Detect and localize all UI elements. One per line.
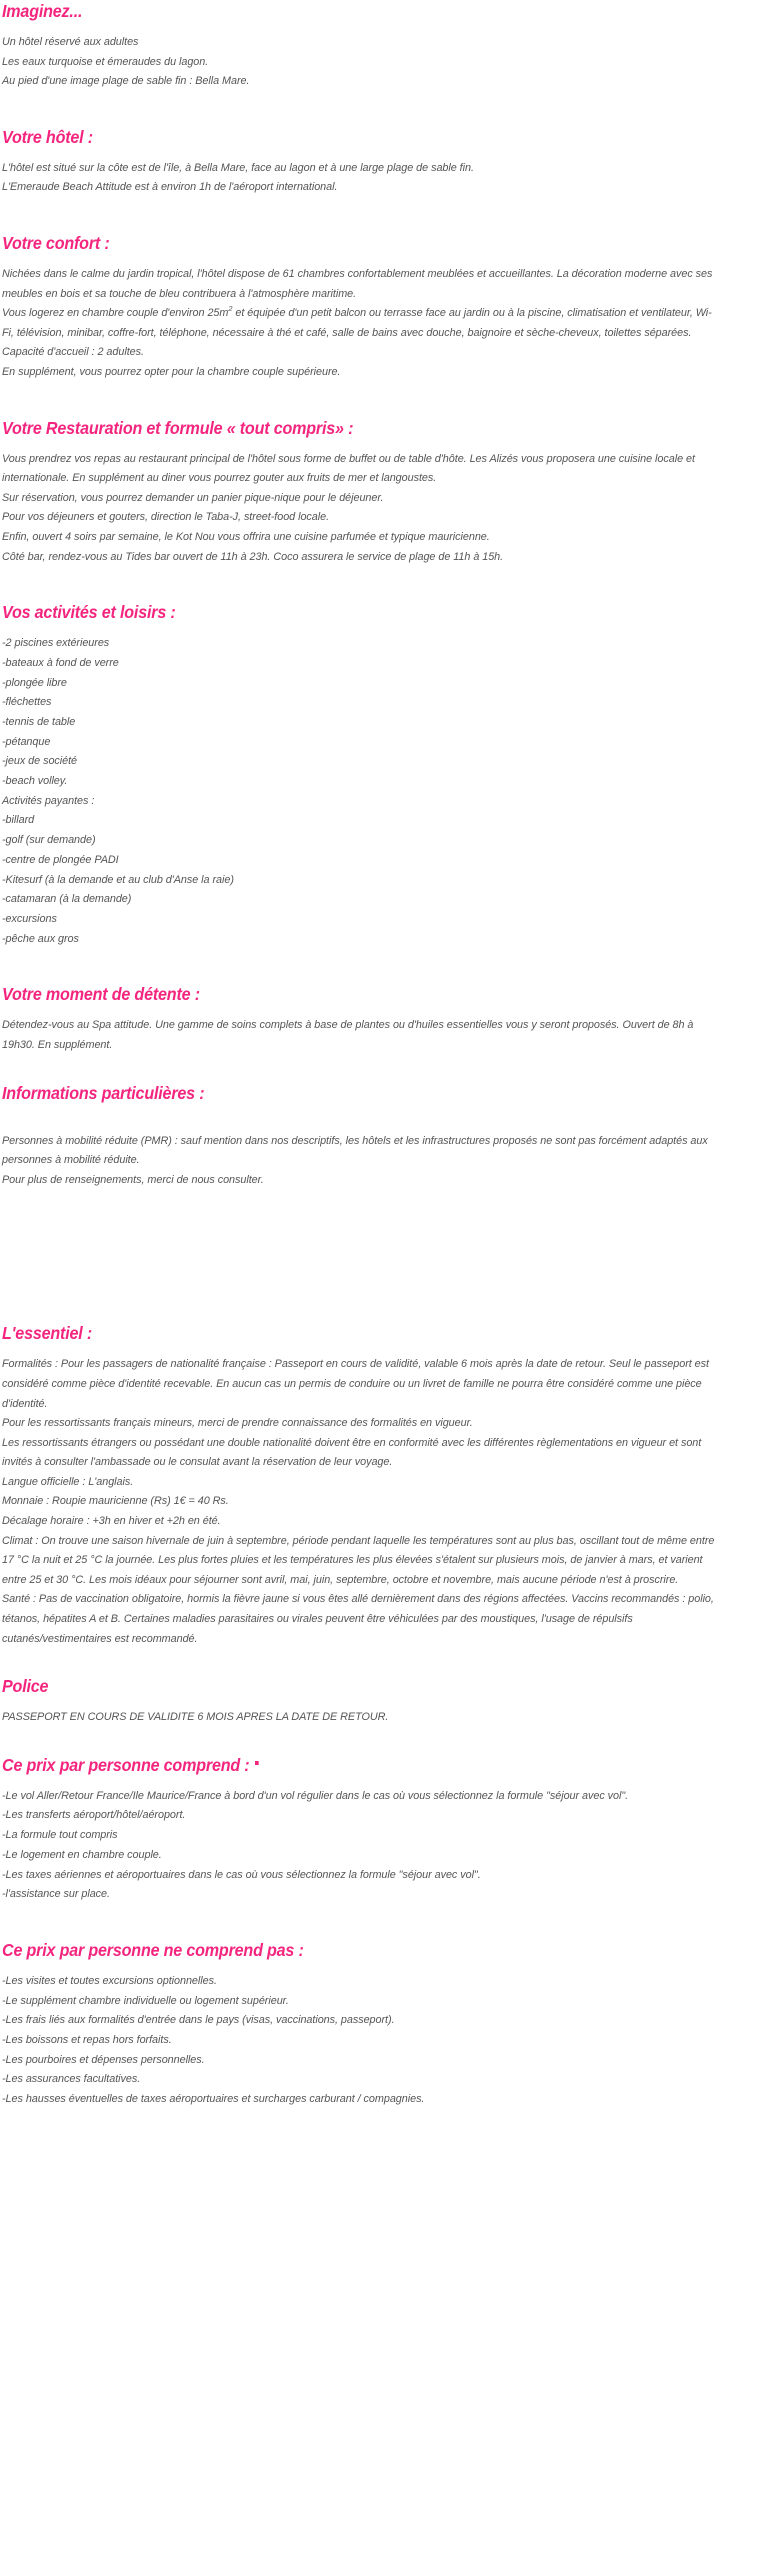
section-title-votre-confort: Votre confort : [2,232,110,253]
list-item: -golf (sur demande) [2,834,96,847]
spacer [2,198,754,232]
spacer [2,1056,754,1082]
activites-payantes-label: Activités payantes : [2,794,95,807]
votre-hotel-line-1: L'hôtel est situé sur la côte est de l'île, à Bella Mare, face au lagon et à une large plage de sable fin. [2,161,474,174]
restauration-para-5: Côté bar, rendez-vous au Tides bar ouvert de 11h à 23h. Coco assurera le service de plage de 11h à 15h. [2,550,504,563]
ne-comprend-item-5: -Les pourboires et dépenses personnelles. [2,2053,205,2066]
confort-para-4: En supplément, vous pourrez opter pour la chambre couple supérieure. [2,365,341,378]
imaginez-line-1: Un hôtel réservé aux adultes [2,36,139,48]
confort-para-3: Capacité d'accueil : 2 adultes. [2,346,144,359]
essentiel-para-2: Pour les ressortissants français mineurs, merci de prendre connaissance des formalités en vigueur. [2,1417,473,1430]
comprend-item-1: -Le vol Aller/Retour France/Ile Maurice/France à bord d'un vol régulier dans le cas où vous sélectionnez la formule "séjour avec vol". [2,1789,629,1802]
essentiel-climat: Climat : On trouve une saison hivernale de juin à septembre, période pendant laquelle les températures sont au plus bas, oscillant tout de même entre 17 °C la nuit et 25 °C la journée. Les plus fortes pluies et les températures les plus élevées s'étalent sur plusieurs mois, de janvier à mars, et varient entre 25 et 30 °C. Les mois idéaux pour séjourner sont avril, mai, juin, septembre, octobre et novembre, mais aucune période n'est à proscrire. [2,1534,715,1586]
imaginez-line-3: Au pied d'une image plage de sable fin : Bella Mare. [2,75,250,88]
section-title-lessentiel: L'essentiel : [2,1323,93,1344]
restauration-para-1: Vous prendrez vos repas au restaurant principal de l'hôtel sous forme de buffet ou de table d'hôte. Les Alizés vous proposera une cuisine locale et internationale. En supplément au diner vous pourrez gouter aux fruits de mer et langoustes. [2,452,695,485]
section-title-detente: Votre moment de détente : [2,984,200,1005]
restauration-para-2: Sur réservation, vous pourrez demander un panier pique-nique pour le déjeuner. [2,491,384,504]
section-title-prix-comprend [2,1754,694,1776]
infos-para-1: Personnes à mobilité réduite (PMR) : sauf mention dans nos descriptifs, les hôtels et les infrastructures proposés ne sont pas forcément adaptés aux personnes à mobilité réduite. [2,1134,708,1167]
section-title-prix-comprend-text: Ce prix par personne comprend : [2,1754,250,1775]
list-item: -Kitesurf (à la demande et au club d'Anse la raie) [2,873,234,886]
section-activites [2,601,754,949]
list-item: -2 piscines extérieures [2,637,110,650]
confort-para-2: Vous logerez en chambre couple d'environ $25m^2$ et équipée d'un petit balcon ou terrasse face au jardin ou à la piscine, climatisation et ventilateur, Wi-Fi, télévision, minibar, coffre-fort, téléphone, nécessaire à thé et café, salle de bains avec douche, baignoire et sèche-cheveux, toilettes séparées. [2,304,712,339]
list-item: -catamaran (à la demande) [2,893,132,906]
essentiel-langue: Langue officielle : L'anglais. [2,1475,134,1488]
section-restauration [2,417,754,568]
list-item: -tennis de table [2,715,76,728]
essentiel-sante: Santé : Pas de vaccination obligatoire, hormis la fièvre jaune si vous êtes allé dernièrement dans des régions affectées. Vaccins recommandés : polio, tétanos, hépatites A et B. Certaines maladies parasitaires ou virales peuvent être véhiculées par des moustiques, l'usage de répulsifs cutanés/vestimentaires est recommandé. [2,1593,714,1645]
list-item: -pêche aux gros [2,932,79,945]
section-police [2,1675,754,1728]
list-item: -billard [2,814,35,827]
spacer-large [2,1190,754,1322]
superscript-two: 2 [228,304,233,314]
comprend-item-5: -Les taxes aériennes et aéroportuaires dans le cas où vous sélectionnez la formule "séjour avec vol". [2,1868,481,1881]
essentiel-para-3: Les ressortissants étrangers ou possédant une double nationalité doivent être en conformité avec les différentes règlementations en vigueur et sont invités à consulter l'ambassade ou le consulat avant la réservation de leur voyage. [2,1436,702,1469]
essentiel-para-1: Formalités : Pour les passagers de nationalité française : Passeport en cours de validité, valable 6 mois après la date de retour. Seul le passeport est considéré comme pièce d'identité recevable. En aucun cas un permis de conduire ou un livret de famille ne pourra être considéré comme une pièce d'identité. [2,1358,709,1410]
comprend-item-4: -Le logement en chambre couple. [2,1848,162,1861]
ne-comprend-item-7: -Les hausses éventuelles de taxes aéroportuaires et surcharges carburant / compagnies. [2,2093,425,2106]
spacer [2,567,754,601]
list-item: -pétanque [2,735,51,748]
section-title-imaginez: Imaginez... [2,1,83,21]
essentiel-monnaie: Monnaie : Roupie mauricienne (Rs) 1€ = 40 Rs. [2,1495,229,1508]
section-votre-hotel [2,126,754,198]
ne-comprend-item-4: -Les boissons et repas hors forfaits. [2,2034,172,2047]
ne-comprend-item-3: -Les frais liés aux formalités d'entrée dans le pays (visas, vaccinations, passeport). [2,2014,395,2027]
section-imaginez [2,0,754,92]
confort-para-1: Nichées dans le calme du jardin tropical, l'hôtel dispose de 61 chambres confortablement meublées et accueillantes. La décoration moderne avec ses meubles en bois et sa touche de bleu contribuera à l'atmosphère maritime. [2,267,713,300]
restauration-para-4: Enfin, ouvert 4 soirs par semaine, le Kot Nou vous offrira une cuisine parfumée et typique mauricienne. [2,530,490,543]
list-item: -fléchettes [2,696,52,709]
section-informations-particulieres [2,1082,754,1191]
spacer [2,1649,754,1675]
accent-mark-icon [255,1761,259,1765]
list-item: -plongée libre [2,676,67,689]
restauration-para-3: Pour vos déjeuners et gouters, direction le Taba-J, street-food locale. [2,511,330,524]
section-title-votre-hotel: Votre hôtel : [2,126,93,147]
section-title-police: Police [2,1676,49,1697]
spacer [2,92,754,126]
section-title-prix-ne-comprend-pas: Ce prix par personne ne comprend pas : [2,1939,304,1960]
ne-comprend-item-1: -Les visites et toutes excursions optionnelles. [2,1974,217,1987]
essentiel-decalage: Décalage horaire : +3h en hiver et +2h en été. [2,1515,221,1528]
infos-para-2: Pour plus de renseignements, merci de nous consulter. [2,1173,264,1186]
section-prix-comprend [2,1754,754,1905]
police-line-1: PASSEPORT EN COURS DE VALIDITE 6 MOIS APRES LA DATE DE RETOUR. [2,1711,389,1724]
list-item: -jeux de société [2,755,78,768]
section-lessentiel [2,1322,754,1649]
imaginez-line-2: Les eaux turquoise et émeraudes du lagon. [2,55,209,68]
list-item: -beach volley. [2,775,68,788]
section-prix-ne-comprend-pas [2,1939,754,2110]
votre-hotel-line-2: L'Emeraude Beach Attitude est à environ 1h de l'aéroport international. [2,181,338,194]
detente-para-1: Détendez-vous au Spa attitude. Une gamme de soins complets à base de plantes ou d'huiles essentielles vous y seront proposés. Ouvert de 8h à 19h30. En supplément. [2,1019,694,1051]
comprend-item-6: -l'assistance sur place. [2,1888,110,1901]
list-item: -excursions [2,912,57,925]
spacer [2,949,754,983]
section-title-informations-particulieres: Informations particulières : [2,1082,205,1103]
spacer [2,383,754,417]
list-item: -centre de plongée PADI [2,853,119,866]
comprend-item-2: -Les transferts aéroport/hôtel/aéroport. [2,1809,186,1822]
list-item: -bateaux à fond de verre [2,656,119,669]
ne-comprend-item-6: -Les assurances facultatives. [2,2073,141,2086]
spacer [2,1905,754,1939]
section-title-activites: Vos activités et loisirs : [2,602,176,623]
section-title-restauration: Votre Restauration et formule « tout compris» : [2,417,354,438]
spacer [2,1728,754,1754]
section-detente [2,983,754,1055]
ne-comprend-item-2: -Le supplément chambre individuelle ou logement supérieur. [2,1994,289,2007]
comprend-item-3: -La formule tout compris [2,1829,118,1842]
section-votre-confort [2,232,754,383]
